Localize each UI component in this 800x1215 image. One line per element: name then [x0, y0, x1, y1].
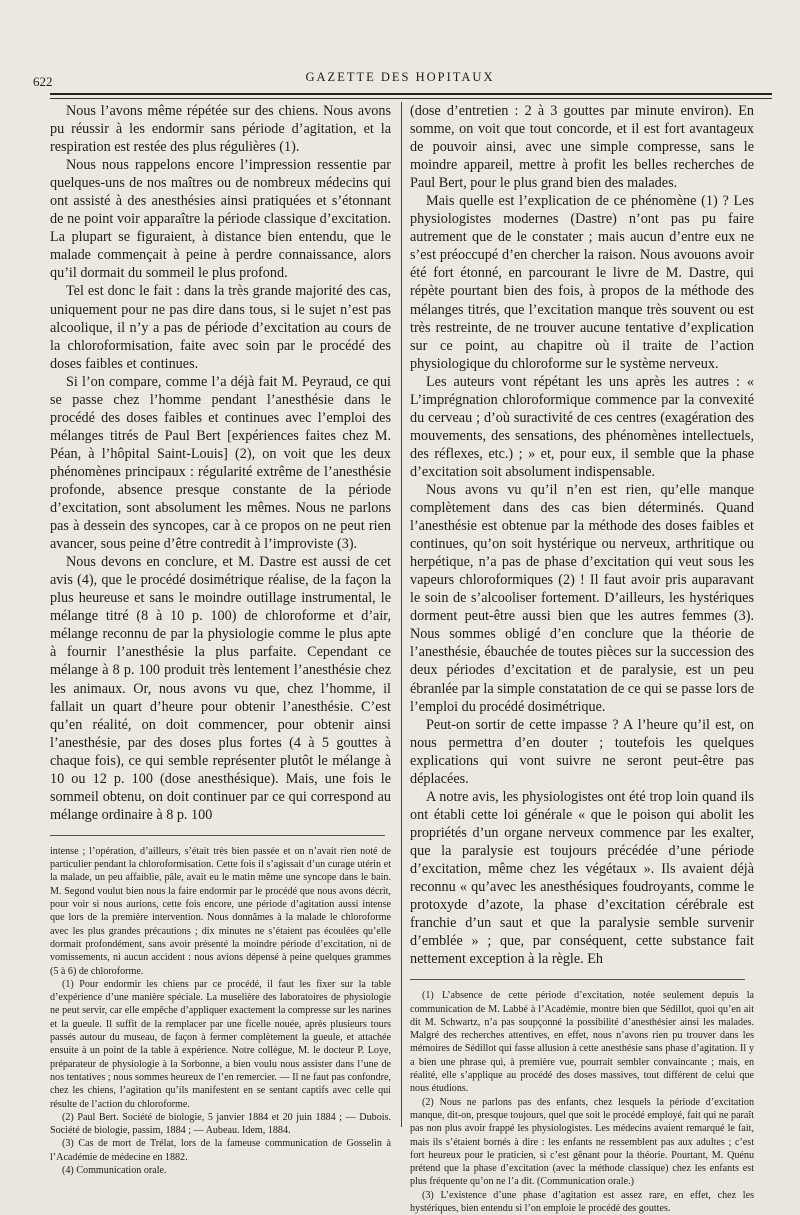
left-column [50, 102, 391, 1177]
footnotes [50, 845, 391, 1177]
column-divider [401, 102, 402, 1127]
header-rule-thick [50, 93, 772, 95]
page-number: 622 [33, 74, 53, 89]
footnote-separator [410, 979, 745, 980]
body-paragraph: A notre avis, les physiologistes ont été trop loin quand ils ont établi cette loi générale « que le poison qui abolit les propriétés d’un organe nerveux commence par les exalter, que la paralysie est toujours précédée d’une période d’excitation, même chez les végétaux ». Ils avaient déjà reconnu « qu’avec les anesthésiques foudroyants, comme le protoxyde d’azote, la phase d’excitation cérébrale est franchie d’un saut et que la paralysie semble survenir d’emblée » ; que, par conséquent, cette substance fait nettement exception à la règle. Eh [410, 788, 754, 968]
journal-title: GAZETTE DES HOPITAUX [305, 70, 495, 84]
right-column [410, 102, 754, 1215]
body-paragraph: Les auteurs vont répétant les uns après les autres : « L’imprégnation chloroformique commence par la convexité du cerveau ; d’où suractivité de ces centres (exagération des mouvements, des sensations, des phénomènes intellectuels, des réflexes, etc.) ; » et, pour eux, il semble que la phase d’excitation soit absolument indispensable. [410, 373, 754, 480]
footnote: intense ; l’opération, d’ailleurs, s’était très bien passée et on n’avait rien noté de particulier pendant la chloroformisation. Cette fois il s’agissait d’un curage utérin et la malade, un peu affaiblie, pâle, avait eu le matin même une syncope dans le bain. M. Segond voulut bien nous la faire endormir par le procédé que nous avons décrit, pour voir si nous aurions, cette fois encore, une période d’agitation aussi intense que lors de la première intervention. Nous donnâmes à la malade le chloroforme avec les plus grandes précautions ; dix minutes ne s’étaient pas écoulées qu’elle dormait profondément, sans avoir présenté la moindre période d’excitation, ni de vomissements, ni aucun accident : nous avions dépensé à peine quelques grammes (5 à 6) de chloroforme. [50, 845, 391, 977]
body-paragraph: Nous avons vu qu’il n’en est rien, qu’elle manque complètement dans des cas bien déterminés. Quand l’anesthésie est obtenue par la méthode des doses faibles et continues, qu’on soit hystérique ou nerveux, arthritique ou herpétique, n’a pas de phase d’excitation qui veut sous les vapeurs chloroformiques (2) ! Il faut avoir pris auparavant le soin de s’alcooliser fortement. D’ailleurs, les hystériques dorment peut-être aussi bien que les autres femmes (3). Nous sommes obligé d’en conclure que la théorie de l’anesthésie, ébauchée de toutes pièces sur la succession des deux périodes d’excitation et de paralysie, est un peu ébranlée par la simple constatation de ce qui se passe lors de l’emploi du procédé dosimétrique. [410, 481, 754, 715]
header-rule-thin [50, 98, 772, 99]
footnote: (1) Pour endormir les chiens par ce procédé, il faut les fixer sur la table d’expérience d’une manière spéciale. La muselière des laboratoires de physiologie ne peut servir, car elle empêche d’appliquer exactement la compresse sur les narines et la gueule. Il suffit de la remplacer par une ficelle nouée, après plusieurs tours passés autour du museau, de façon à fermer complètement la gueule, et attachée ensuite à un point de la table à expérience. Notre collègue, M. le docteur P. Loye, préparateur de physiologie à la Sorbonne, a bien voulu nous assister dans l’une de nos tentatives ; nous sommes heureux de l’en remercier. — Il ne faut pas confondre, chez les chiens, l’agitation qu’ils manifestent en se sentant captifs avec celle qui résulte de l’action du chloroforme. [50, 978, 391, 1110]
footnotes [410, 989, 754, 1215]
footnote: (2) Paul Bert. Société de biologie, 5 janvier 1884 et 20 juin 1884 ; — Dubois. Société de biologie, passim, 1884 ; — Aubeau. Idem, 1884. [50, 1111, 391, 1137]
body-paragraph: Mais quelle est l’explication de ce phénomène (1) ? Les physiologistes modernes (Dastre) n’ont pas pu faire autrement que de le constater ; mais aucun d’entre eux ne s’est préoccupé d’en chercher la raison. Nous avouons avoir été fort étonné, en parcourant le livre de M. Dastre, qui répète pourtant bien des fois, à propos de la méthode des mélanges titrés, que l’excitation manque très souvent ou est très restreinte, de ne trouver aucune tentative d’explication sur ce point, au chapitre où il traite de l’action physiologique du chloroforme sur le système nerveux. [410, 193, 754, 372]
footnote-separator [50, 835, 385, 836]
footnote: (2) Nous ne parlons pas des enfants, chez lesquels la période d’excitation manque, dit-on, presque toujours, quel que soit le procédé employé, fait qui ne paraît pas non plus avoir frappé les physiologistes. Les médecins avaient remarqué le fait, mais ils s’étaient bornés à dire : les enfants ne ressemblent pas aux adultes ; c’est fort heureux pour le praticien, si c’est gênant pour la théorie. Pourtant, M. Quénu prétend que la phase d’excitation (avec la méthode classique) chez les enfants est plus fréquente qu’on ne l’a dit. (Communication orale.) [410, 1096, 754, 1188]
footnote: (4) Communication orale. [62, 1165, 167, 1176]
body-paragraph: Peut-on sortir de cette impasse ? A l’heure qu’il est, on nous permettra d’en douter ; toutefois les quelques explications qui vont suivre ne seront peut-être pas déplacées. [410, 716, 754, 787]
running-header [0, 66, 800, 90]
footnote: (3) L’existence d’une phase d’agitation est assez rare, en effet, chez les hystériques, bien entendu si l’on emploie le procédé des gouttes. [410, 1189, 754, 1214]
footnote: (1) L’absence de cette période d’excitation, notée seulement depuis la communication de M. Labbé à l’Académie, montre bien que Sédillot, quoi qu’en ait dit M. Schwartz, n’a pas soupçonné la possibilité d’anesthésier ainsi les malades. Malgré des recherches attentives, en effet, nous n’avons rien pu trouver dans les mémoires de Sédillot qui fasse allusion à cette anesthésie sans phase d’agitation. Il y a bien une phrase qui, à première vue, pourrait sembler convaincante ; mais, en réalité, elle s’applique au procédé des doses massives, tout différent de celui que nous étudions. [410, 990, 754, 1095]
body-paragraph: Tel est donc le fait : dans la très grande majorité des cas, uniquement pour ne pas dire dans tous, si le sujet n’est pas alcoolique, il n’y a pas de période d’excitation au cours de la chloroformisation, faite avec soin par le procédé des doses faibles et continues. [50, 283, 391, 372]
body-paragraph: Nous devons en conclure, et M. Dastre est aussi de cet avis (4), que le procédé dosimétrique réalise, de la façon la plus heureuse et sans le moindre outillage instrumental, le mélange titré (8 à 10 p. 100) de chloroforme et d’air, mélange reconnu de par la physiologie comme le plus apte à fournir l’anesthésie la plus parfaite. Cependant ce mélange à 8 p. 100 produit très lentement l’anesthésie chez les animaux. Or, nous avons vu que, chez l’homme, il fallait un quart d’heure pour obtenir l’anesthésie. C’est qu’en réalité, on doit commencer, pour obtenir ainsi l’anesthésie, par des doses plus fortes (4 à 5 gouttes à chaque fois), ce qui semble représenter plutôt le mélange à 10 ou 12 p. 100 (dose anesthésique). Mais, une fois le sommeil obtenu, on doit continuer par ce qui correspond au mélange ordinaire à 8 p. 100 [50, 554, 391, 823]
body-paragraph: (dose d’entretien : 2 à 3 gouttes par minute environ). En somme, on voit que tout concorde, et il est fort avantageux de pouvoir ainsi, avec une simple compresse, sans le moindre appareil, mettre à profit les belles recherches de Paul Bert, pour le plus grand bien des malades. [410, 103, 754, 192]
body-paragraph: Nous l’avons même répétée sur des chiens. Nous avons pu réussir à les endormir sans période d’agitation, et la respiration est restée des plus régulières (1). [50, 103, 391, 156]
body-paragraph: Si l’on compare, comme l’a déjà fait M. Peyraud, ce qui se passe chez l’homme pendant l’anesthésie dans le procédé des doses faibles et continues avec l’emploi des mélanges titrés de Paul Bert [expériences faites chez M. Péan, à l’hôpital Saint-Louis] (2), on voit que les deux phénomènes principaux : régularité extrême de l’anesthésie profonde, absence presque constante de la période d’excitation, sont absolument les mêmes. Nous ne parlons pas à dessein des syncopes, car à ce propos on ne peut rien avancer, sous peine d’être contredit à l’improviste (3). [50, 373, 391, 553]
body-paragraph: Nous nous rappelons encore l’impression ressentie par quelques-uns de nos maîtres ou de nombreux médecins qui ont assisté à des anesthésies ainsi pratiquées et s’étonnant de ne point voir apparaître la période classique d’excitation. La plupart se figuraient, à distance bien entendu, que le malade commençait à peine à perdre connaissance, alors qu’il dormait du sommeil le plus profond. [50, 157, 391, 282]
footnote: (3) Cas de mort de Trélat, lors de la fameuse communication de Gosselin à l’Académie de médecine en 1882. [50, 1138, 391, 1163]
